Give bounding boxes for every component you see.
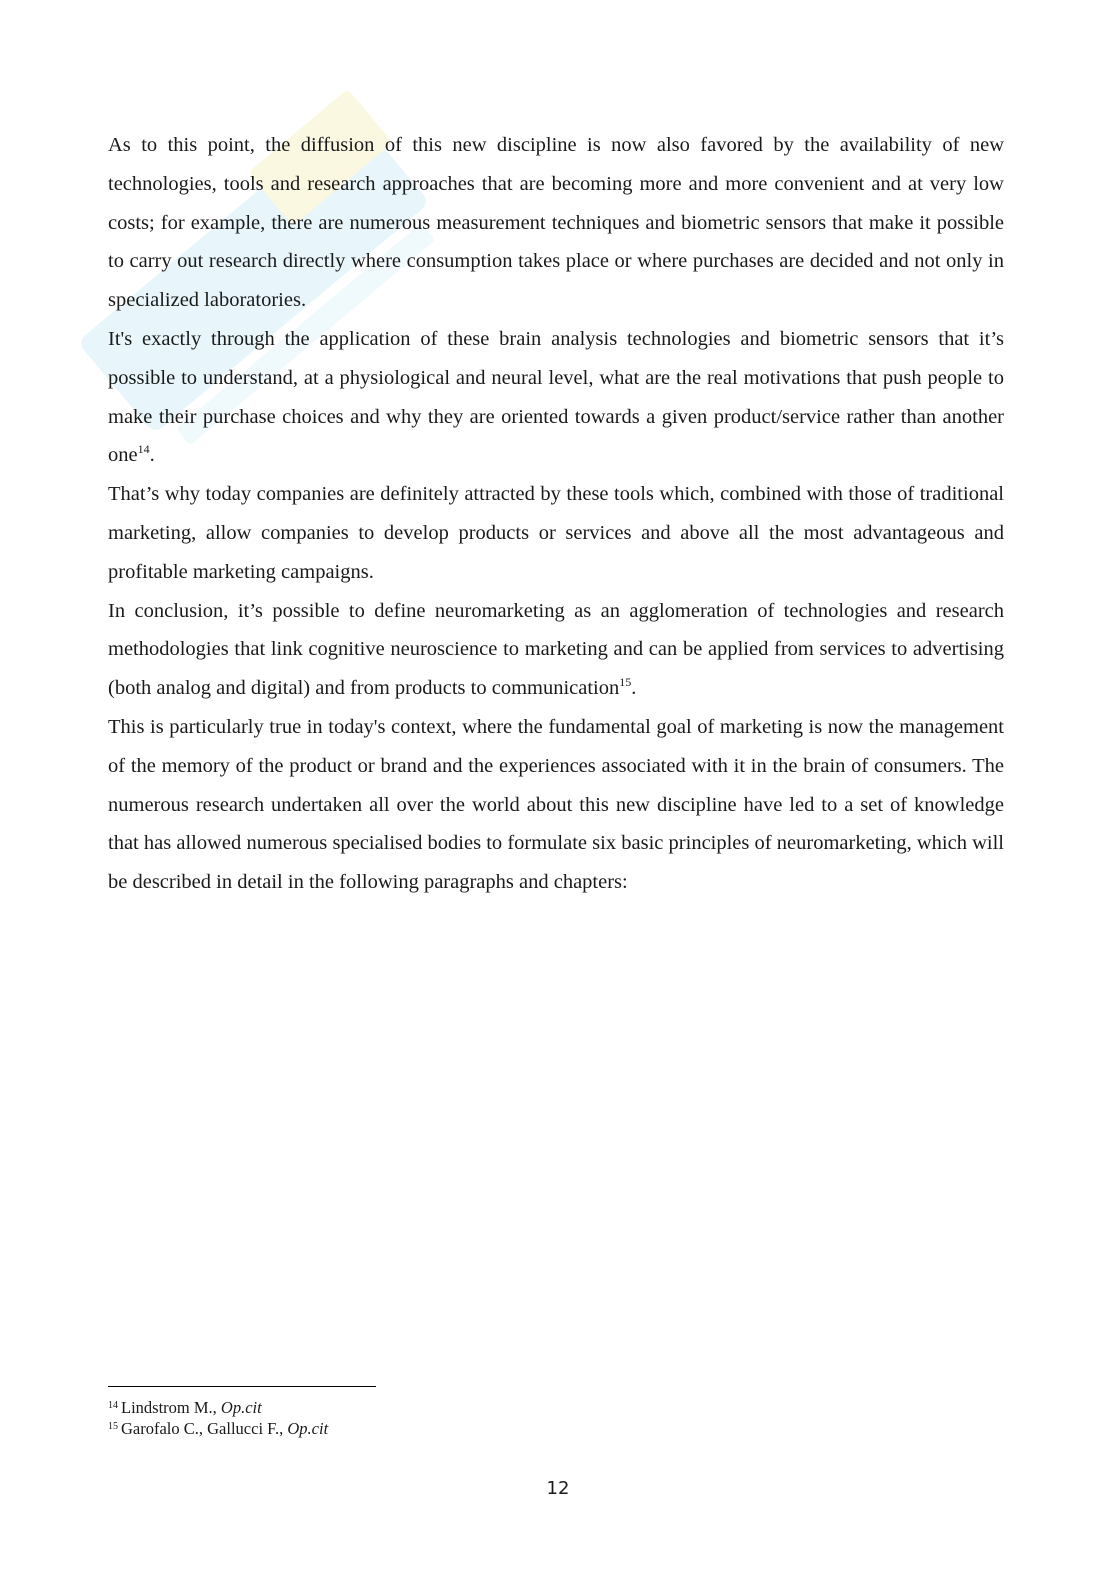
- paragraph-1: As to this point, the diffusion of this new discipline is now also favored by the availability of new technologies, tools and research approaches that are becoming more and more convenient and at very low costs; for example, there are numerous measurement techniques and biometric sensors that make it possible to carry out research directly where consumption takes place or where purchases are decided and not only in specialized laboratories.: [108, 134, 1004, 312]
- footnote-14: $^{14}$ Lindstrom M., Op.cit: [108, 1398, 262, 1417]
- paragraph-4: In conclusion, it’s possible to define neuromarketing as an agglomeration of technologies and research methodologies that link cognitive neuroscience to marketing and can be applied from services to advertising (both analog and digital) and from products to communication$^{15}$.: [108, 599, 1004, 700]
- paragraph-3: That’s why today companies are definitely attracted by these tools which, combined with those of traditional marketing, allow companies to develop products or services and above all the most advantageous and profitable marketing campaigns.: [108, 483, 1004, 583]
- footnote-15: $^{15}$ Garofalo C., Gallucci F., Op.cit: [108, 1419, 329, 1438]
- paragraph-2: It's exactly through the application of these brain analysis technologies and biometric sensors that it’s possible to understand, at a physiological and neural level, what are the real motivations that push people to make their purchase choices and why they are oriented towards a given product/service rather than another one$^{14}$.: [108, 327, 1004, 467]
- footnote-ref-14[interactable]: 14: [137, 442, 150, 457]
- page-number: 12: [546, 1478, 570, 1499]
- body-text: [108, 126, 1004, 902]
- paragraph-5: This is particularly true in today's context, where the fundamental goal of marketing is now the management of the memory of the product or brand and the experiences associated with it in the brain of consumers. The numerous research undertaken all over the world about this new discipline have led to a set of knowledge that has allowed numerous specialised bodies to formulate six basic principles of neuromarketing, which will be described in detail in the following paragraphs and chapters:: [108, 715, 1004, 894]
- footnote-divider: [108, 1386, 376, 1387]
- footnote-ref-15[interactable]: 15: [619, 675, 632, 690]
- footnotes: [108, 1397, 808, 1439]
